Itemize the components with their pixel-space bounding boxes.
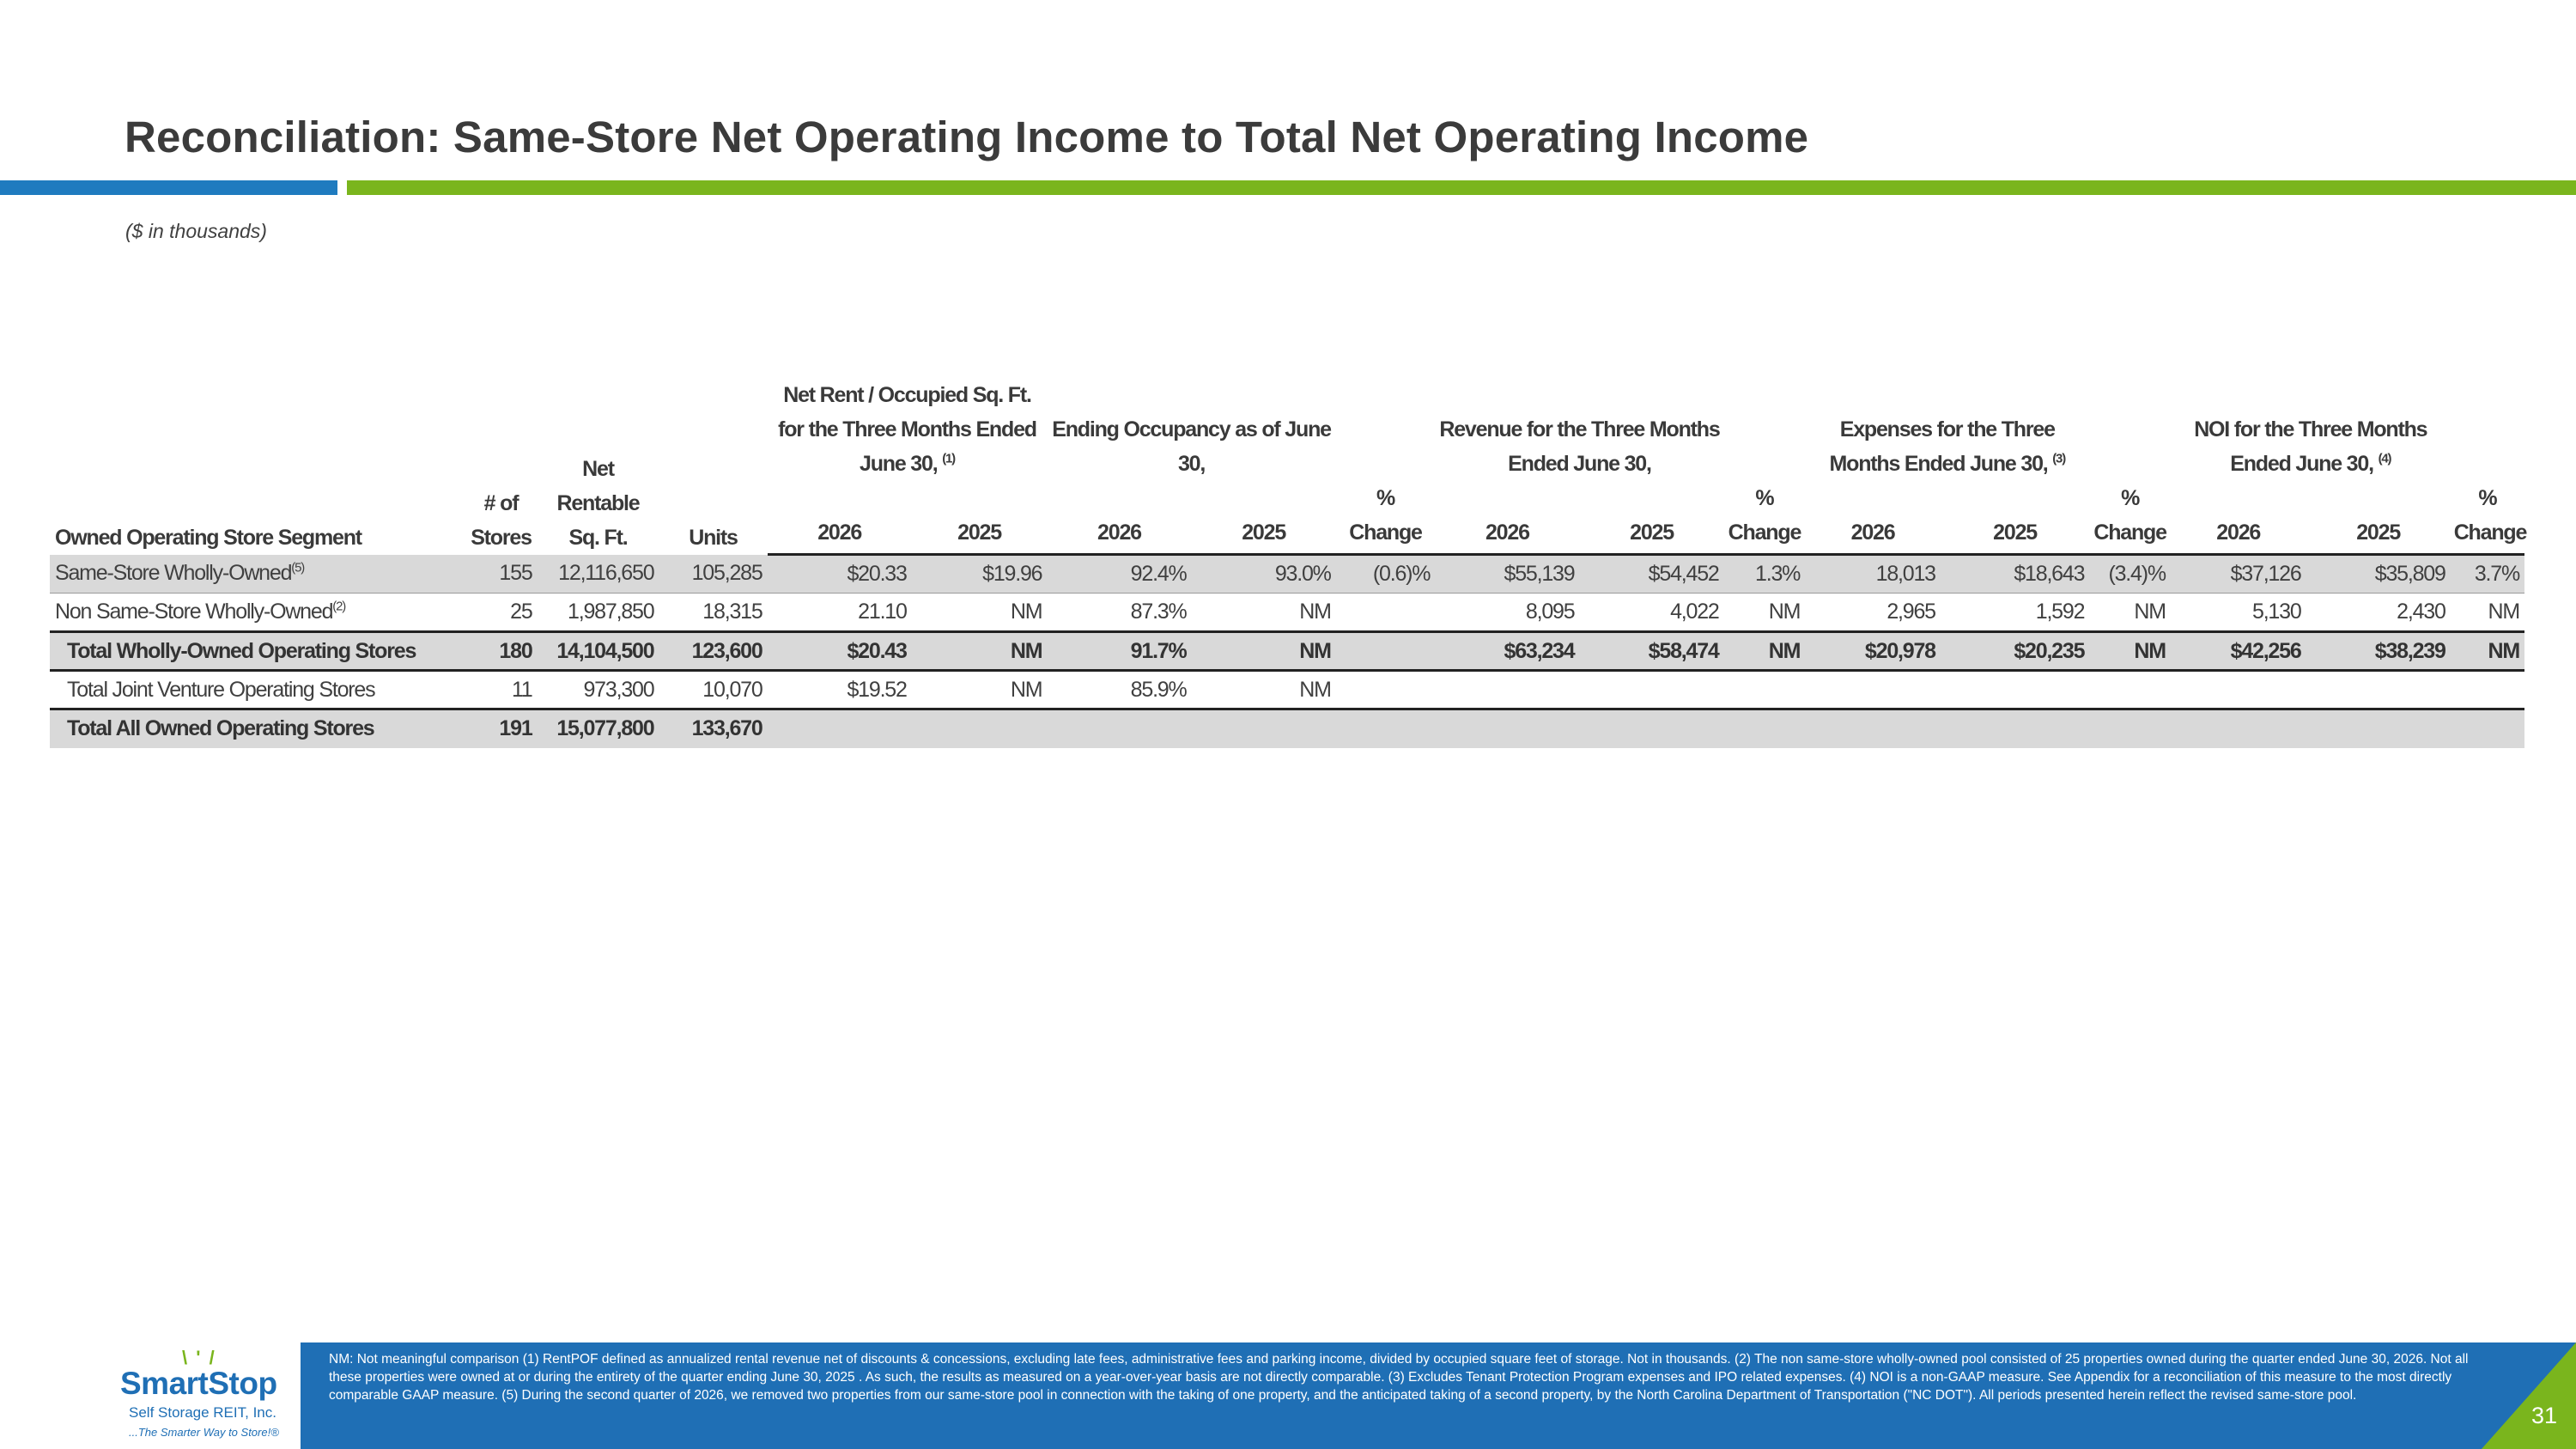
expenses-group-header: Expenses for the Three Months Ended June 30, $^{(3)}$ (1829, 417, 2065, 476)
table-cell: $38,239 (2306, 632, 2451, 671)
noi-reconciliation-table (50, 378, 2527, 748)
table-cell (1336, 632, 1436, 671)
table-cell: NM (1192, 594, 1336, 632)
year-header: 2025 (1579, 481, 1723, 555)
row-label-cell (50, 709, 465, 748)
table-cell: 87.3% (1047, 594, 1191, 632)
table-cell: 5,130 (2171, 594, 2306, 632)
stores-column-header: # of Stores (471, 490, 532, 550)
table-cell: $63,234 (1435, 632, 1579, 671)
table-row (50, 594, 2524, 632)
table-cell: $18,643 (1941, 555, 2089, 594)
table-cell (1336, 671, 1436, 709)
table-cell: $20,978 (1805, 632, 1941, 671)
year-header: 2026 (1805, 481, 1941, 555)
table-cell: 92.4% (1047, 555, 1191, 594)
table-cell (1805, 709, 1941, 748)
table-cell: NM (2089, 632, 2171, 671)
table-cell: NM (2451, 632, 2524, 671)
table-cell: 14,104,500 (538, 632, 659, 671)
year-header: 2025 (1192, 481, 1336, 555)
table-cell: 1,592 (1941, 594, 2089, 632)
table-cell: NM (912, 594, 1048, 632)
table-cell: NM (1192, 671, 1336, 709)
table-cell: 133,670 (659, 709, 767, 748)
table-cell: $54,452 (1579, 555, 1723, 594)
row-label: Total Joint Venture Operating Stores (67, 677, 375, 702)
nrsf-column-header: Net Rentable Sq. Ft. (556, 456, 640, 550)
revenue-group-header: Revenue for the Three Months Ended June 30, (1439, 417, 1720, 476)
year-header: 2025 (912, 481, 1048, 555)
table-cell: 4,022 (1579, 594, 1723, 632)
table-cell: NM (2089, 594, 2171, 632)
table-cell: 12,116,650 (538, 555, 659, 594)
table-cell (1724, 709, 1806, 748)
table-cell: 8,095 (1435, 594, 1579, 632)
table-row (50, 555, 2524, 594)
pct-change-header: % Change (2089, 481, 2171, 555)
title-underline-blue (0, 180, 337, 195)
table-cell (1579, 671, 1723, 709)
table-row (50, 671, 2524, 709)
page-number: 31 (2531, 1403, 2558, 1428)
table-cell: 123,600 (659, 632, 767, 671)
table-cell (1047, 709, 1191, 748)
table-cell (1941, 709, 2089, 748)
table-cell: NM (1724, 594, 1806, 632)
table-cell (1805, 671, 1941, 709)
row-label: Non Same-Store Wholly-Owned (55, 600, 333, 624)
year-header: 2026 (2171, 481, 2306, 555)
page-title: Reconciliation: Same-Store Net Operating Income to Total Net Operating Income (125, 113, 1809, 161)
table-cell (1941, 671, 2089, 709)
table-cell: 85.9% (1047, 671, 1191, 709)
table-cell: $19.96 (912, 555, 1048, 594)
row-label: Same-Store Wholly-Owned (55, 561, 292, 586)
table-cell (1435, 709, 1579, 748)
table-cell: $37,126 (2171, 555, 2306, 594)
table-row (50, 709, 2524, 748)
table-cell: 18,315 (659, 594, 767, 632)
table-cell: 2,430 (2306, 594, 2451, 632)
row-label-cell (50, 632, 465, 671)
pct-change-header: % Change (2451, 481, 2524, 555)
company-logo-subtitle: Self Storage REIT, Inc. (129, 1404, 276, 1421)
table-cell (1192, 709, 1336, 748)
pct-change-header: % Change (1336, 481, 1436, 555)
table-body (50, 555, 2524, 748)
table-cell: (3.4)% (2089, 555, 2171, 594)
table-cell: NM (1192, 632, 1336, 671)
table-cell: 15,077,800 (538, 709, 659, 748)
footer-accent-triangle (2482, 1342, 2576, 1449)
table-cell (2171, 709, 2306, 748)
table-cell: 2,965 (1805, 594, 1941, 632)
table-cell: 10,070 (659, 671, 767, 709)
table-cell: 21.10 (768, 594, 912, 632)
logo-rays-icon: \ ' / (182, 1347, 216, 1368)
year-header: 2025 (2306, 481, 2451, 555)
table-cell: $20,235 (1941, 632, 2089, 671)
table-cell: 11 (465, 671, 537, 709)
table-cell (768, 709, 912, 748)
table-cell: $42,256 (2171, 632, 2306, 671)
table-cell: NM (912, 671, 1048, 709)
row-label: Total Wholly-Owned Operating Stores (67, 638, 416, 663)
row-label-cell (50, 671, 465, 709)
units-note: ($ in thousands) (125, 220, 267, 242)
table-cell (2306, 709, 2451, 748)
table-cell: 155 (465, 555, 537, 594)
footnotes: NM: Not meaningful comparison (1) RentPOF defined as annualized rental revenue net of discounts & concessions, excluding late fees, administrative fees and parking income, divided by occupied square feet of storage. Not in thousands. (2) The non same-store wholly-owned pool consisted of 25 properties owned during the quarter ended June 30, 2026. Not all these properties were owned at or during the entirety of the quarter ending June 30, 2025 . As such, the results as measured on a year-over-year basis are not directly comparable. (3) Excludes Tenant Protection Program expenses and IPO related expenses. (4) NOI is a non-GAAP measure. See Appendix for a reconciliation of this measure to the most directly comparable GAAP measure. (5) During the second quarter of 2026, we removed two properties from our same-store pool in connection with the taking of one property, and the anticipated taking of a second property, by the North Carolina Department of Transportation ("NC DOT"). All periods presented herein reflect the revised same-store pool. (329, 1352, 2469, 1403)
table-cell (1336, 709, 1436, 748)
table-cell (1579, 709, 1723, 748)
year-header: 2026 (1047, 481, 1191, 555)
table-cell: NM (1724, 632, 1806, 671)
table-cell: 1.3% (1724, 555, 1806, 594)
year-header: 2026 (1435, 481, 1579, 555)
table-cell: (0.6)% (1336, 555, 1436, 594)
table-row (50, 632, 2524, 671)
year-header: 2025 (1941, 481, 2089, 555)
title-underline-green (347, 180, 2576, 195)
table-cell: 191 (465, 709, 537, 748)
company-tagline: ...The Smarter Way to Store!® (129, 1426, 279, 1439)
table-cell (2451, 671, 2524, 709)
footnote-marker: (2) (332, 599, 346, 614)
table-cell (1336, 594, 1436, 632)
table-cell: 3.7% (2451, 555, 2524, 594)
year-header: 2026 (768, 481, 912, 555)
table-cell: NM (2451, 594, 2524, 632)
table-cell: $20.43 (768, 632, 912, 671)
group-header-row (50, 378, 2524, 481)
table-cell (2451, 709, 2524, 748)
table-cell (2089, 671, 2171, 709)
row-label-cell (50, 594, 465, 632)
table-cell: $58,474 (1579, 632, 1723, 671)
units-column-header: Units (689, 525, 738, 550)
table-cell (1435, 671, 1579, 709)
table-cell (912, 709, 1048, 748)
table-cell: 25 (465, 594, 537, 632)
table-cell: 105,285 (659, 555, 767, 594)
table-cell (1724, 671, 1806, 709)
table-cell: NM (912, 632, 1048, 671)
table-cell: 18,013 (1805, 555, 1941, 594)
segment-column-header: Owned Operating Store Segment (55, 525, 361, 550)
row-label: Total All Owned Operating Stores (67, 716, 374, 741)
table-cell: $19.52 (768, 671, 912, 709)
table-cell: $35,809 (2306, 555, 2451, 594)
table-cell: 93.0% (1192, 555, 1336, 594)
table-cell (2089, 709, 2171, 748)
row-label-cell (50, 555, 465, 594)
noi-group-header: NOI for the Three Months Ended June 30, $^{(4)}$ (2194, 417, 2427, 476)
table-cell (2171, 671, 2306, 709)
table-cell: 180 (465, 632, 537, 671)
table-cell (2306, 671, 2451, 709)
net-rent-group-header: Net Rent / Occupied Sq. Ft. for the Three Months Ended June 30, $^{(1)}$ (778, 383, 1036, 476)
company-logo: SmartStop (120, 1366, 277, 1401)
table-cell: 91.7% (1047, 632, 1191, 671)
footnote-marker: (5) (291, 560, 305, 575)
table-cell: 1,987,850 (538, 594, 659, 632)
table-cell: $20.33 (768, 555, 912, 594)
table-cell: $55,139 (1435, 555, 1579, 594)
occupancy-group-header: Ending Occupancy as of June 30, (1052, 417, 1331, 476)
pct-change-header: % Change (1724, 481, 1806, 555)
table-cell: 973,300 (538, 671, 659, 709)
